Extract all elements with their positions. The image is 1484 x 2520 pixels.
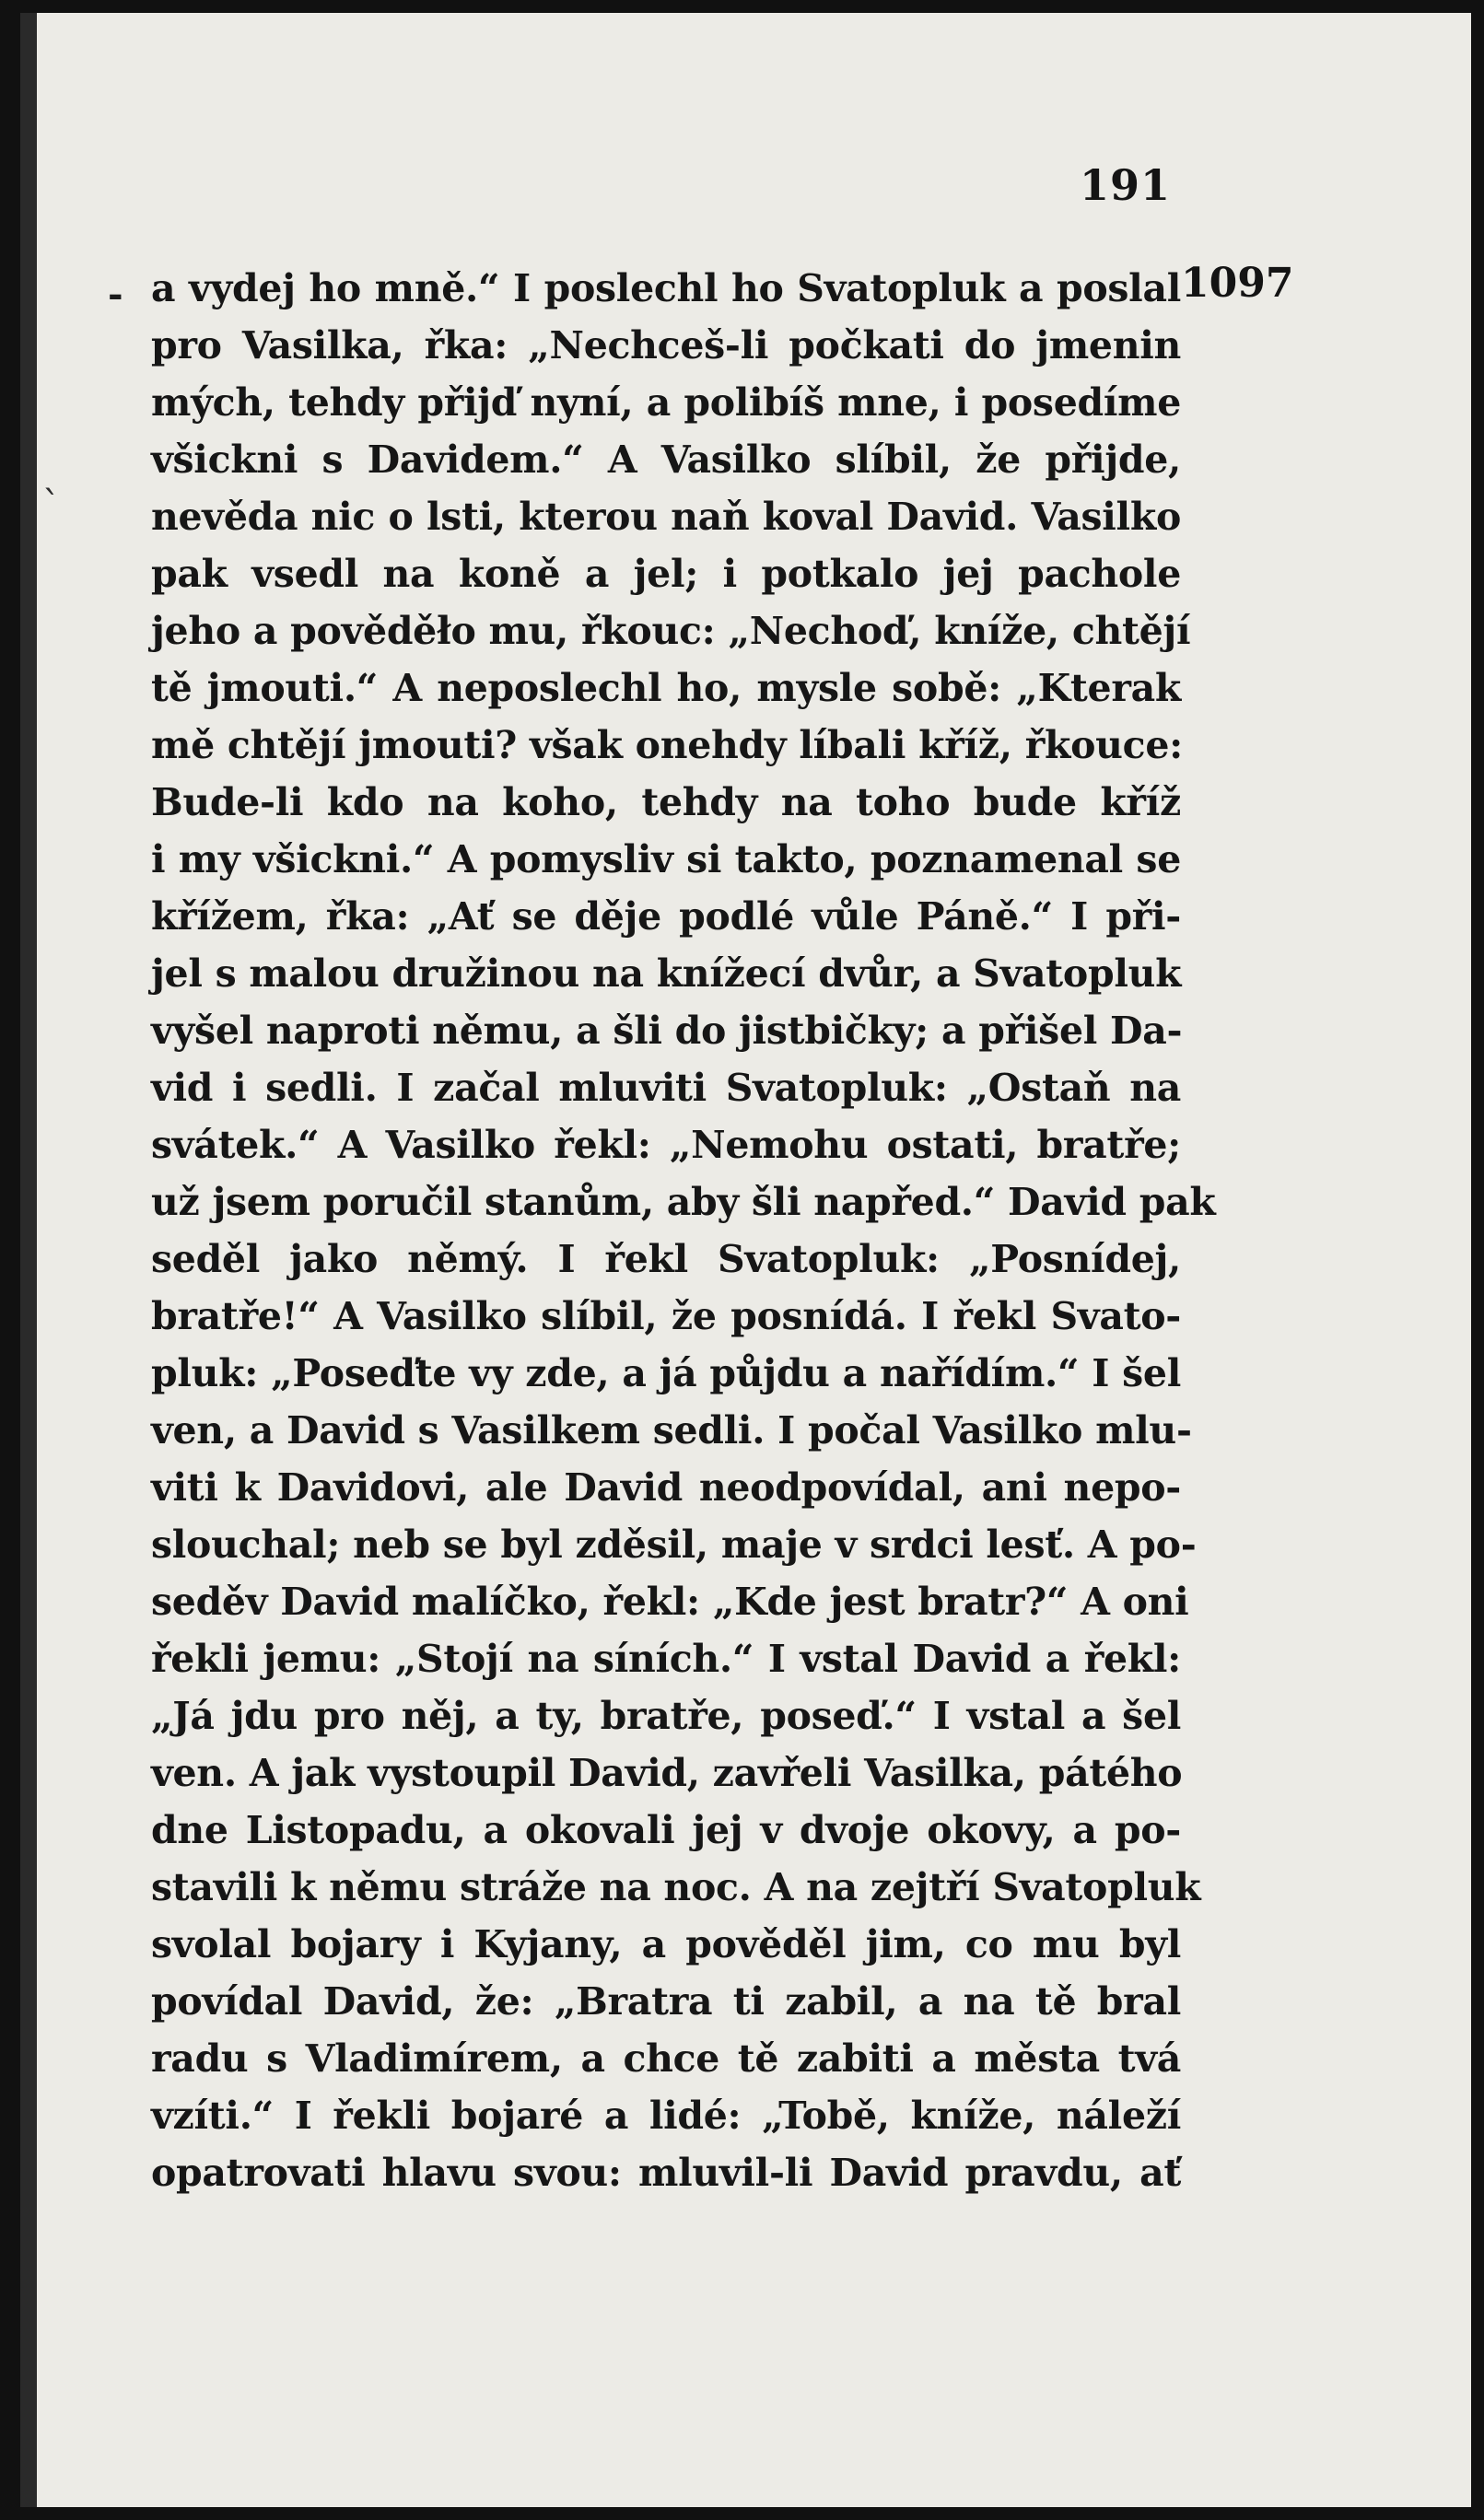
text-line: seděl jako němý. I řekl Svatopluk: „Posnídej, — [151, 1237, 1181, 1281]
text-line: křížem, řka: „Ať se děje podlé vůle Páně.“ I při- — [151, 894, 1181, 939]
text-line: vzíti.“ I řekli bojaré a lidé: „Tobě, kníže, náleží — [151, 2094, 1181, 2138]
text-line: svátek.“ A Vasilko řekl: „Nemohu ostati, bratře; — [151, 1123, 1181, 1167]
text-line: seděv David malíčko, řekl: „Kde jest bratr?“ A oni — [151, 1580, 1189, 1624]
text-line: tě jmouti.“ A neposlechl ho, mysle sobě: „Kterak — [151, 666, 1181, 710]
scanned-page — [20, 13, 1471, 2507]
text-line: pro Vasilka, řka: „Nechceš-li počkati do jmenin — [151, 323, 1181, 368]
text-line: jeho a pověděło mu, řkouc: „Nechoď, kníže, chtějí — [151, 609, 1191, 653]
text-line: „Já jdu pro něj, a ty, bratře, poseď.“ I vstal a šel — [151, 1694, 1181, 1738]
text-line: už jsem poručil stanům, aby šli napřed.“ David pak — [151, 1180, 1216, 1224]
text-line: radu s Vladimírem, a chce tě zabiti a města tvá — [151, 2036, 1181, 2081]
text-line: stavili k němu stráže na noc. A na zejtří Svatopluk — [151, 1865, 1201, 1909]
text-line: i my všickni.“ A pomysliv si takto, poznamenal se — [151, 837, 1181, 881]
text-line: ven. A jak vystoupil David, zavřeli Vasilka, pátého — [151, 1751, 1183, 1795]
text-line: vid i sedli. I začal mluviti Svatopluk: „Ostaň na — [151, 1066, 1181, 1110]
page-number: 191 — [1080, 160, 1172, 210]
margin-dash: - — [108, 273, 123, 316]
text-line: dne Listopadu, a okovali jej v dvoje okovy, a po- — [151, 1808, 1181, 1852]
text-line: řekli jemu: „Stojí na síních.“ I vstal David a řekl: — [151, 1637, 1181, 1681]
text-line: povídal David, že: „Bratra ti zabil, a na tě bral — [151, 1979, 1181, 2024]
text-line: viti k Davidovi, ale David neodpovídal, ani nepo- — [151, 1465, 1181, 1510]
body-text — [151, 260, 1216, 2201]
text-line: mých, tehdy přijď nyní, a polibíš mne, i posedíme — [151, 380, 1181, 425]
text-line: svolal bojary i Kyjany, a pověděl jim, co mu byl — [151, 1922, 1181, 1966]
page-binding-edge — [20, 13, 37, 2507]
text-line: pluk: „Poseďte vy zde, a já půjdu a nařídím.“ I šel — [151, 1351, 1181, 1395]
margin-year: 1097 — [1181, 260, 1294, 307]
text-line: mě chtějí jmouti? však onehdy líbali kříž, řkouce: — [151, 723, 1183, 767]
text-line: bratře!“ A Vasilko slíbil, že posnídá. I řekl Svato- — [151, 1294, 1181, 1338]
text-line: ven, a David s Vasilkem sedli. I počal Vasilko mlu- — [151, 1408, 1192, 1452]
text-line: nevěda nic o lsti, kterou naň koval David. Vasilko — [151, 495, 1181, 539]
text-line: slouchal; neb se byl zděsil, maje v srdci lesť. A po- — [151, 1522, 1197, 1567]
margin-mark: ` — [42, 484, 61, 527]
text-line: pak vsedl na koně a jel; i potkalo jej pachole — [151, 552, 1181, 596]
text-line: opatrovati hlavu svou: mluvil-li David pravdu, ať — [151, 2151, 1181, 2195]
text-line: Bude-li kdo na koho, tehdy na toho bude kříž — [151, 780, 1181, 824]
text-line: jel s malou družinou na knížecí dvůr, a Svatopluk — [151, 951, 1182, 996]
text-line: a vydej ho mně.“ I poslechl ho Svatopluk a poslal — [151, 266, 1181, 310]
text-line: všickni s Davidem.“ A Vasilko slíbil, že přijde, — [151, 438, 1181, 482]
text-line: vyšel naproti němu, a šli do jistbičky; a přišel Da- — [151, 1009, 1183, 1053]
